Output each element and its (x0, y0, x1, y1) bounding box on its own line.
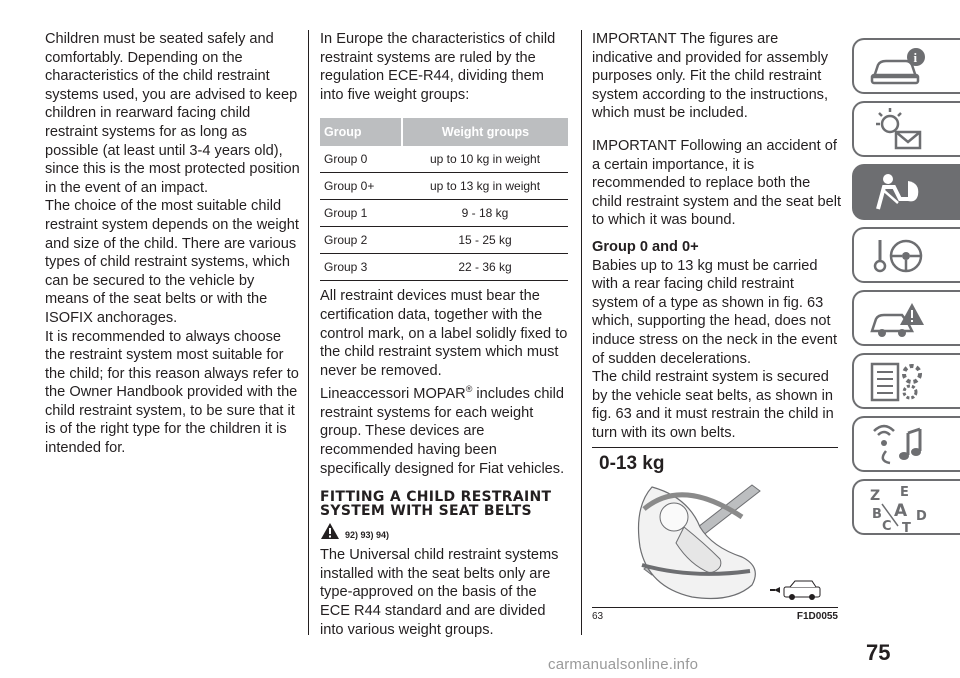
table-cell-group: Group 3 (320, 254, 402, 281)
figure-63 (592, 447, 838, 622)
paragraph-universal-systems: The Universal child restraint systems installed with the seat belts only are type-approved on the basis of the ECE R44 standard and are divided into various weight groups. (320, 547, 559, 638)
tab-emergency[interactable] (852, 290, 960, 346)
table-row (320, 200, 568, 227)
warning-reference-numbers: 92) 93) 94) (345, 530, 390, 541)
figure-code: F1D0055 (796, 611, 838, 622)
paragraph-choice-of-system: The choice of the most suitable child restraint system depends on the weight and size of the child. There are various types of child restraint systems, which can be secured to the vehicle by means of the seat belts or with the ISOFIX anchorages. (45, 198, 299, 326)
child-seat-illustration (592, 447, 838, 607)
svg-text:T: T (902, 521, 911, 532)
paragraph-secured-by-belts: The child restraint system is secured by the vehicle seat belts, as shown in fig. 63 and it must restrain the child in turn with its own belts. (592, 369, 834, 441)
figure-number: 63 (592, 611, 604, 622)
alphabetical-index-icon (868, 484, 928, 532)
paragraph-mopar (320, 380, 570, 478)
table-row (320, 173, 568, 200)
table-cell-weight: 9 - 18 kg (402, 200, 568, 227)
car-info-icon (868, 43, 928, 91)
paragraph-seated-safely: Children must be seated safely and comfortably. Depending on the characteristics of the child restraint systems used, you are advised to keep children in rearward facing child restraint systems for as long as possible (at least until 3-4 years old), since this is the most protected position in the event of an impact. (45, 31, 300, 196)
table-cell-weight: up to 10 kg in weight (402, 146, 568, 173)
text-column-2 (320, 30, 570, 639)
text-column-1 (45, 30, 300, 458)
text-column-3 (592, 30, 842, 442)
svg-text:A: A (894, 501, 908, 521)
watermark: carmanualsonline.info (548, 656, 699, 673)
multimedia-icon (868, 421, 928, 469)
car-crash-icon (868, 295, 928, 343)
table-header-group: Group (320, 118, 402, 146)
table-header-row (320, 118, 568, 146)
paragraph-babies: Babies up to 13 kg must be carried with a rear facing child restraint system of a type as shown in fig. 63 which, supporting the head, does not induce stress on the neck in the event of sudden decelerations. (592, 257, 838, 367)
registered-mark-icon: ® (465, 384, 473, 395)
table-cell-group: Group 1 (320, 200, 402, 227)
tab-multimedia[interactable] (852, 416, 960, 472)
paragraph-important-accident: IMPORTANT Following an accident of a certain importance, it is recommended to replace both the child restraint system and the seat belt to which it was bound. (592, 137, 842, 229)
tab-index[interactable] (852, 479, 960, 535)
chapter-sidebar (852, 38, 960, 542)
tab-safety[interactable] (852, 164, 960, 220)
mopar-suffix: includes child restraint systems for each weight group. These devices are recommended having been specifically designed for Fiat vehicles. (320, 386, 565, 477)
page-number: 75 (866, 640, 891, 665)
svg-text:B: B (872, 507, 882, 522)
svg-text:D: D (916, 509, 927, 524)
svg-text:i: i (913, 50, 918, 65)
warning-triangle-icon (320, 522, 340, 540)
tab-car-info[interactable] (852, 38, 960, 94)
table-cell-group: Group 0+ (320, 173, 402, 200)
seat-airbag-icon (868, 169, 928, 217)
paragraph-important-figures: IMPORTANT The figures are indicative and provided for assembly purposes only. Fit the child restraint system according to the instructions, which must be included. (592, 31, 829, 122)
paragraph-europe-regulation: In Europe the characteristics of child restraint systems are ruled by the regulation ECE-R44, dividing them into five weight groups: (320, 31, 556, 103)
column-divider (581, 30, 582, 635)
table-cell-weight: up to 13 kg in weight (402, 173, 568, 200)
key-steering-wheel-icon (868, 232, 928, 280)
subheading-group-0: Group 0 and 0+ (592, 238, 699, 255)
table-cell-weight: 22 - 36 kg (402, 254, 568, 281)
svg-text:E: E (900, 485, 909, 500)
tab-warning-lights[interactable] (852, 101, 960, 157)
table-cell-group: Group 0 (320, 146, 402, 173)
table-header-weight: Weight groups (402, 118, 568, 146)
mopar-prefix: Lineaccessori MOPAR (320, 386, 466, 403)
svg-text:C: C (882, 519, 892, 532)
svg-text:Z: Z (870, 488, 881, 504)
figure-label: 0-13 kg (599, 453, 665, 474)
tab-maintenance[interactable] (852, 353, 960, 409)
warning-references (320, 522, 570, 540)
paragraph-recommendation: It is recommended to always choose the restraint system most suitable for the child; for this reason always refer to the Owner Handbook provided with the child restraint system, to be sure that it is of the right type for the children it is intended for. (45, 328, 299, 457)
table-row (320, 254, 568, 281)
column-divider (308, 30, 309, 635)
section-heading: FITTING A CHILD RESTRAINT SYSTEM WITH SEAT BELTS (320, 489, 552, 520)
paragraph-certification: All restraint devices must bear the certification data, together with the control mark, on a label solidly fixed to the child restraint system which must never be removed. (320, 288, 568, 379)
table-row (320, 146, 568, 173)
table-cell-group: Group 2 (320, 227, 402, 254)
weight-groups-table (320, 118, 568, 281)
table-row (320, 227, 568, 254)
warning-lights-icon (868, 106, 928, 154)
maintenance-checklist-icon (868, 358, 928, 406)
table-cell-weight: 15 - 25 kg (402, 227, 568, 254)
tab-starting-driving[interactable] (852, 227, 960, 283)
